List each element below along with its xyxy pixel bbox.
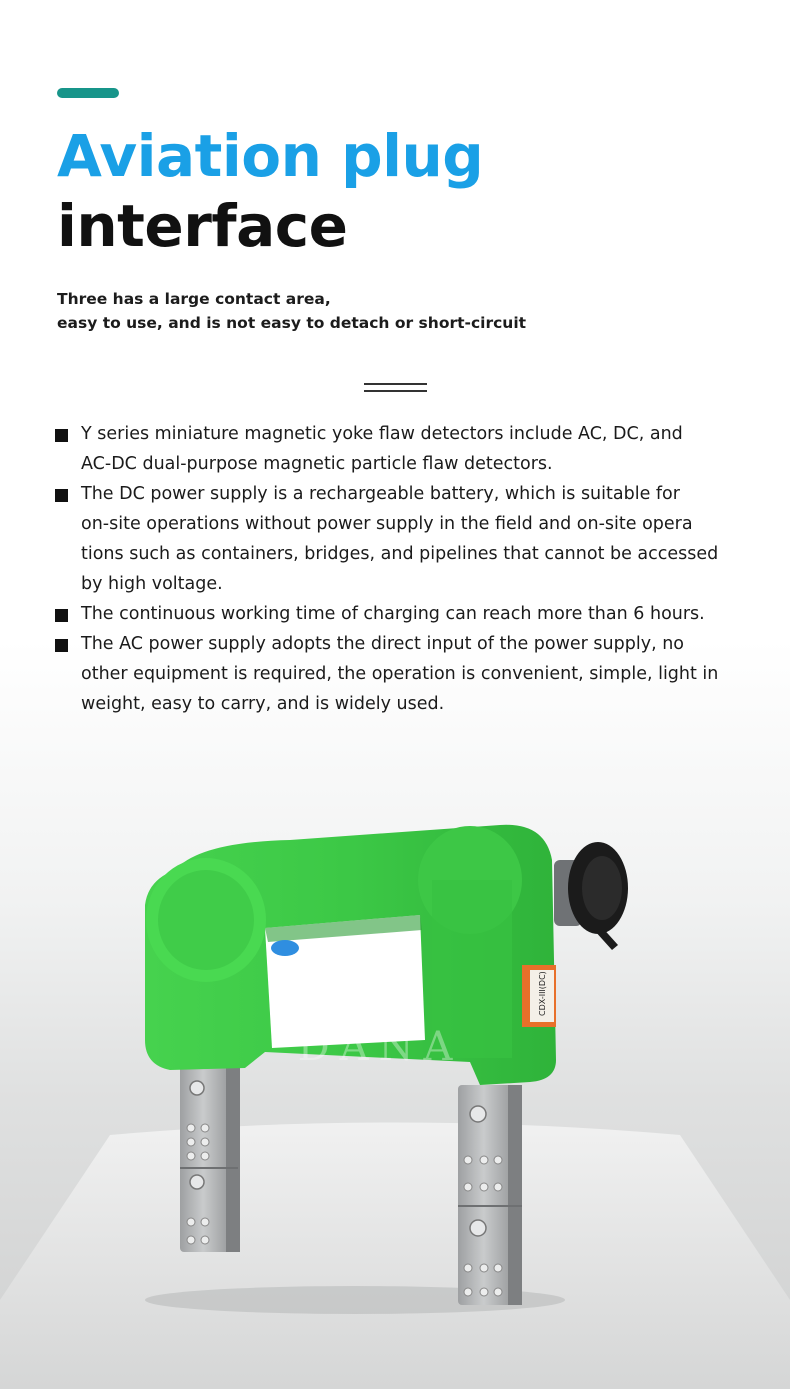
feature-line: The continuous working time of charging can reach more than 6 hours.	[81, 604, 705, 624]
section-divider	[364, 383, 427, 392]
right-pole-leg	[458, 1085, 522, 1305]
feature-item	[55, 599, 765, 629]
feature-line: other equipment is required, the operation is convenient, simple, light in	[81, 664, 719, 684]
feature-line: by high voltage.	[81, 574, 223, 594]
bullet-square-icon	[55, 489, 68, 502]
subtitle-line: Three has a large contact area,	[57, 290, 331, 308]
subtitle	[57, 287, 526, 335]
yoke-body	[145, 825, 556, 1085]
watermark: DANA	[297, 1024, 463, 1070]
feature-item	[55, 419, 765, 479]
feature-list	[55, 419, 765, 719]
feature-line: The DC power supply is a rechargeable battery, which is suitable for	[81, 484, 680, 504]
power-button	[271, 940, 299, 956]
feature-line: Y series miniature magnetic yoke flaw detectors include AC, DC, and	[81, 424, 683, 444]
model-label: CDX-III(DC)	[538, 971, 547, 1016]
subtitle-line: easy to use, and is not easy to detach or short-circuit	[57, 314, 527, 332]
aviation-plug-connector	[554, 842, 628, 950]
product-image	[0, 720, 790, 1389]
feature-line: on-site operations without power supply in the field and on-site opera	[81, 514, 693, 534]
bullet-square-icon	[55, 639, 68, 652]
bullet-square-icon	[55, 429, 68, 442]
feature-item	[55, 629, 765, 719]
feature-line: AC-DC dual-purpose magnetic particle flaw detectors.	[81, 454, 553, 474]
accent-bar	[57, 88, 119, 98]
table-surface	[0, 1123, 790, 1389]
feature-line: The AC power supply adopts the direct input of the power supply, no	[81, 634, 684, 654]
feature-line: weight, easy to carry, and is widely used.	[81, 694, 445, 714]
feature-line: tions such as containers, bridges, and pipelines that cannot be accessed	[81, 544, 719, 564]
page-title-line2: interface	[57, 192, 348, 260]
bullet-square-icon	[55, 609, 68, 622]
left-pole-leg	[180, 1062, 240, 1252]
feature-item	[55, 479, 765, 599]
page-title-line1: Aviation plug	[57, 122, 484, 190]
